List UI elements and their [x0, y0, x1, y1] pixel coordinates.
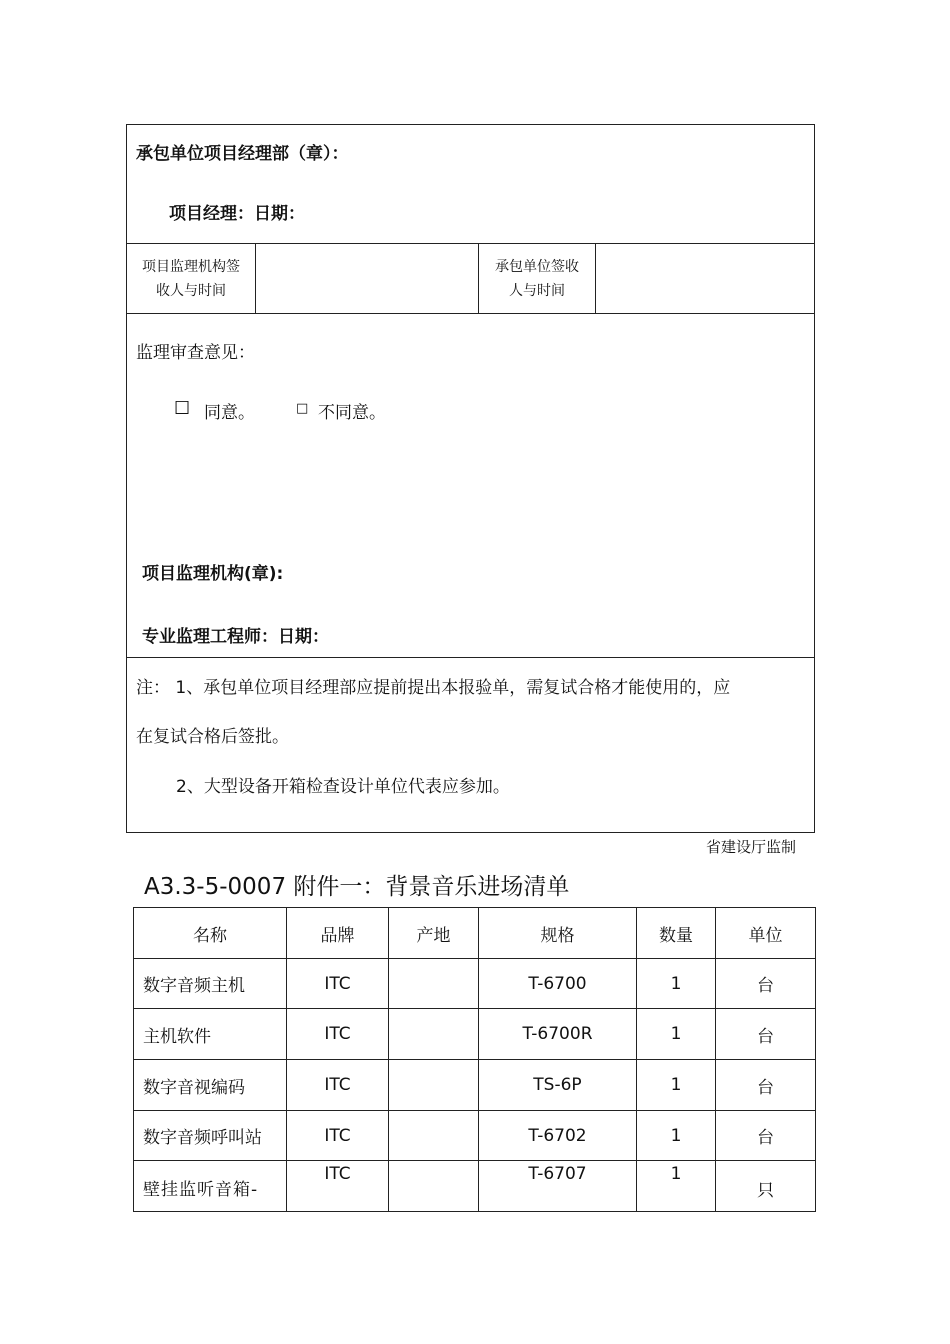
note-line-1: 注： 1、承包单位项目经理部应提前提出本报验单，需复试合格才能使用的，应 [136, 678, 731, 698]
table-row-spec: T-6702 [528, 1125, 587, 1146]
table-row-spec: T-6700R [522, 1024, 593, 1044]
supervisor-sign-label: 项目监理机构签 收人与时间 [142, 259, 240, 299]
table-row-origin [389, 959, 478, 1008]
table-row-quantity: 1 [670, 1075, 682, 1095]
table-row-origin [389, 1009, 478, 1059]
table-row-origin [389, 1111, 478, 1160]
table-row-unit: 台 [757, 1026, 774, 1047]
header-brand: 品牌 [320, 925, 355, 946]
table-row-spec: TS-6P [533, 1075, 582, 1095]
agree-checkbox[interactable]: ☐ [174, 398, 191, 419]
header-origin: 产地 [416, 925, 451, 946]
agree-label: 同意。 [204, 403, 255, 423]
table-row-brand: ITC [324, 1024, 351, 1044]
table-row-name: 壁挂监听音箱- [143, 1179, 259, 1200]
table-row-name: 数字音频主机 [143, 976, 245, 996]
table-row-spec: T-6700 [528, 973, 587, 994]
engineer-date-label: 专业监理工程师：日期： [142, 627, 329, 647]
table-row-quantity: 1 [670, 973, 682, 994]
table-row-quantity: 1 [670, 1125, 682, 1146]
table-row-quantity: 1 [670, 1164, 682, 1184]
disagree-label: 不同意。 [318, 403, 386, 423]
table-row-name: 数字音频呼叫站 [143, 1128, 262, 1148]
table-row-brand: ITC [324, 1075, 351, 1095]
disagree-checkbox[interactable]: □ [296, 401, 309, 416]
table-row-unit: 台 [757, 976, 774, 996]
table-row-unit: 台 [757, 1077, 774, 1098]
table-row-unit: 台 [757, 1128, 774, 1148]
issuer-footer: 省建设厅监制 [706, 838, 797, 856]
attachment-title: A3.3-5-0007 附件一：背景音乐进场清单 [144, 874, 570, 900]
table-row-brand: ITC [324, 1125, 351, 1146]
header-unit: 单位 [748, 925, 783, 946]
contractor-sign-field[interactable] [596, 244, 814, 313]
table-row-origin [389, 1060, 478, 1110]
review-opinion-label: 监理审查意见： [136, 343, 255, 363]
table-row-name: 数字音视编码 [143, 1077, 245, 1098]
table-row-origin [389, 1162, 478, 1186]
table-row-brand: ITC [324, 973, 351, 994]
table-row-spec: T-6707 [528, 1164, 587, 1184]
table-row-name: 主机软件 [143, 1026, 211, 1047]
table-row-brand: ITC [324, 1164, 351, 1184]
header-spec: 规格 [540, 925, 575, 946]
table-row-unit: 只 [757, 1180, 774, 1201]
header-quantity: 数量 [659, 925, 693, 946]
note-line-3: 2、大型设备开箱检查设计单位代表应参加。 [176, 777, 510, 797]
supervision-org-seal-label: 项目监理机构(章): [142, 564, 284, 584]
contractor-dept-seal-label: 承包单位项目经理部（章）： [136, 144, 349, 164]
header-name: 名称 [193, 925, 227, 946]
table-row-quantity: 1 [670, 1024, 682, 1044]
project-manager-date-label: 项目经理：日期： [169, 204, 305, 224]
contractor-sign-label: 承包单位签收 人与时间 [495, 259, 579, 299]
supervisor-sign-field[interactable] [256, 244, 478, 313]
note-line-2: 在复试合格后签批。 [136, 727, 289, 747]
